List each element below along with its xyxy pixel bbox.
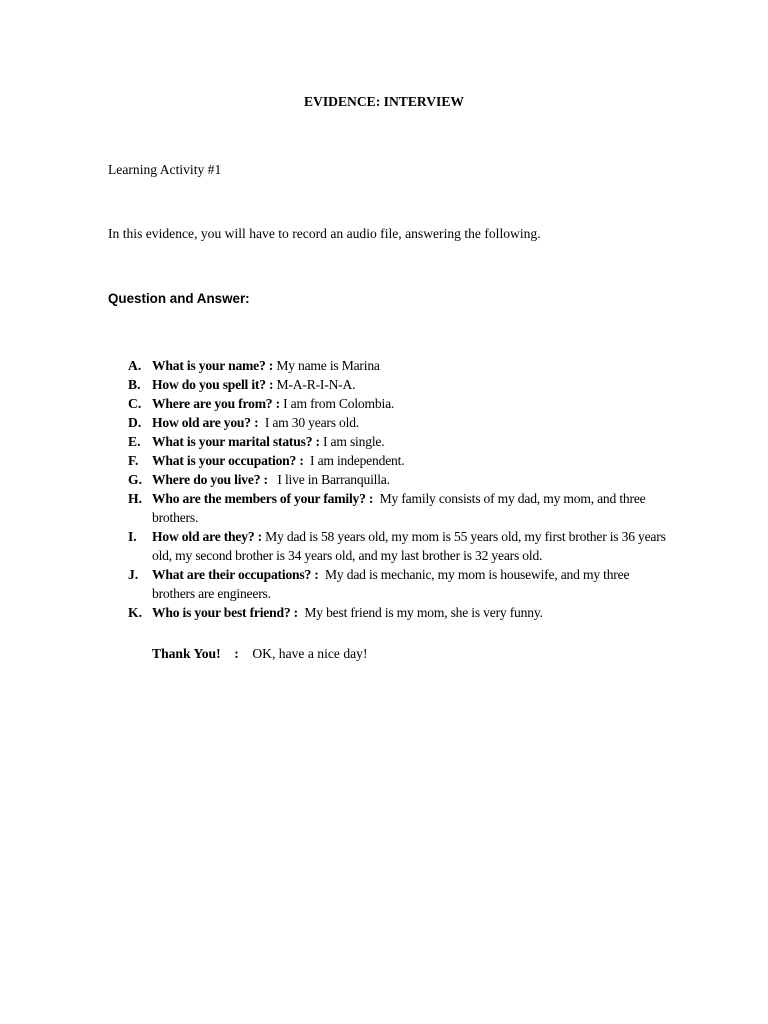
- list-item-letter: B.: [128, 377, 141, 392]
- qa-list: [128, 356, 668, 622]
- list-item-letter: K.: [128, 605, 142, 620]
- closing-question: Thank You! :: [152, 646, 239, 661]
- list-item-body: [152, 375, 668, 394]
- list-item-letter: H.: [128, 491, 142, 506]
- list-item: [128, 565, 668, 603]
- list-item: [128, 375, 668, 394]
- answer-text: My dad is 58 years old, my mom is 55 years old, my first brother is 36 years old, my second brother is 34 years old, and my last brother is 32 years old.: [152, 529, 669, 563]
- answer-text: I am from Colombia.: [279, 396, 395, 411]
- list-item-letter: G.: [128, 472, 142, 487]
- question-text: Who are the members of your family? :: [152, 491, 374, 506]
- list-item-body: [152, 470, 668, 489]
- question-text: What is your marital status? :: [152, 434, 320, 449]
- answer-text: My name is Marina: [273, 358, 380, 373]
- list-item-body: [152, 489, 668, 527]
- answer-text: My best friend is my mom, she is very funny.: [297, 605, 543, 620]
- list-item-letter: J.: [128, 567, 139, 582]
- answer-text: My family consists of my dad, my mom, and three brothers.: [152, 491, 649, 525]
- list-item: [128, 527, 668, 565]
- activity-label: Learning Activity #1: [108, 162, 222, 177]
- answer-text: My dad is mechanic, my mom is housewife, and my three brothers are engineers.: [152, 567, 633, 601]
- question-text: Where are you from? :: [152, 396, 280, 411]
- list-item-letter: I.: [128, 529, 137, 544]
- closing-answer: OK, have a nice day!: [238, 646, 368, 661]
- question-text: How old are you? :: [152, 415, 259, 430]
- list-item-body: [152, 603, 668, 622]
- list-item: [128, 394, 668, 413]
- closing-line: [152, 644, 367, 663]
- answer-text: I am independent.: [303, 453, 405, 468]
- answer-text: I live in Barranquilla.: [267, 472, 390, 487]
- list-item: [128, 413, 668, 432]
- question-text: Who is your best friend? :: [152, 605, 298, 620]
- list-item-body: [152, 356, 668, 375]
- list-item: [128, 451, 668, 470]
- question-text: How old are they? :: [152, 529, 262, 544]
- document-title: EVIDENCE: INTERVIEW: [303, 94, 465, 109]
- answer-text: I am 30 years old.: [258, 415, 359, 430]
- intro-paragraph: In this evidence, you will have to record an audio file, answering the following.: [108, 226, 541, 241]
- list-item: [128, 356, 668, 375]
- qa-heading: Question and Answer:: [108, 291, 250, 306]
- list-item-letter: A.: [128, 358, 142, 373]
- list-item-body: [152, 527, 668, 565]
- question-text: What is your name? :: [152, 358, 274, 373]
- answer-text: M-A-R-I-N-A.: [273, 377, 356, 392]
- list-item-body: [152, 394, 668, 413]
- question-text: What is your occupation? :: [152, 453, 304, 468]
- list-item-body: [152, 413, 668, 432]
- list-item: [128, 470, 668, 489]
- question-text: Where do you live? :: [152, 472, 268, 487]
- list-item-body: [152, 565, 668, 603]
- list-item-letter: F.: [128, 453, 139, 468]
- question-text: How do you spell it? :: [152, 377, 274, 392]
- list-item-letter: E.: [128, 434, 141, 449]
- list-item-body: [152, 432, 668, 451]
- list-item-letter: C.: [128, 396, 142, 411]
- list-item-body: [152, 451, 668, 470]
- list-item: [128, 603, 668, 622]
- question-text: What are their occupations? :: [152, 567, 319, 582]
- list-item: [128, 432, 668, 451]
- list-item: [128, 489, 668, 527]
- answer-text: I am single.: [319, 434, 385, 449]
- list-item-letter: D.: [128, 415, 142, 430]
